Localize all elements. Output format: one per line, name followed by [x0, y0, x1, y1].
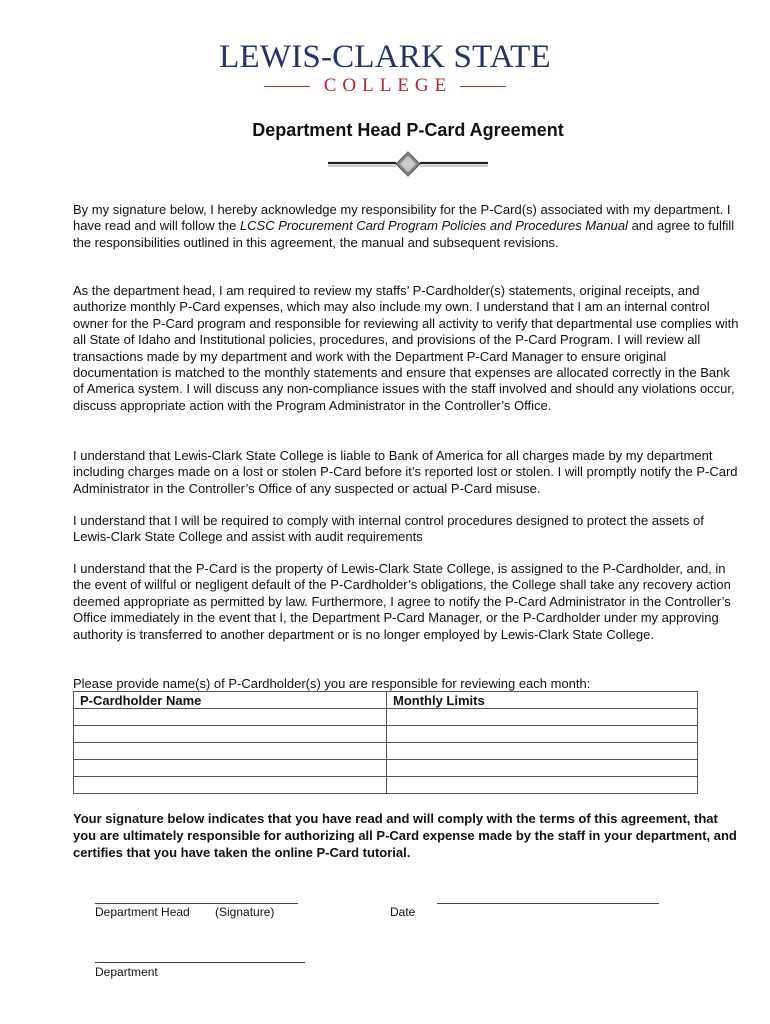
table-header-row [74, 692, 698, 709]
header-cardholder-name: P-Cardholder Name [74, 692, 387, 709]
table-row [74, 760, 698, 777]
manual-title: LCSC Procurement Card Program Policies and Procedures Manual [239, 218, 628, 234]
logo-rule-left [264, 86, 310, 87]
paragraph-internal-control: I understand that I will be required to comply with internal control procedures designed to protect the assets of Lewis-Clark State College and assist with audit requirements [73, 513, 704, 545]
paragraph-cardholder-instructions: Please provide name(s) of P-Cardholder(s) you are responsible for reviewing each month: [73, 676, 591, 691]
signature-statement: Your signature below indicates that you have read and will comply with the terms of this agreement, that you are ultimately responsible for authorizing all P-Card expense made by the staff in your department, and certifies that you have taken the online P-Card tutorial. [73, 811, 737, 860]
monthly-limit-cell[interactable] [387, 777, 698, 794]
cardholder-name-cell[interactable] [74, 777, 387, 794]
table-row [74, 709, 698, 726]
logo-rule-right [460, 86, 506, 87]
monthly-limit-cell[interactable] [387, 709, 698, 726]
divider-ornament-icon [328, 150, 490, 178]
logo-sub-row [0, 74, 770, 98]
logo-sub-text: COLLEGE [323, 75, 453, 96]
cardholder-table [73, 691, 698, 794]
paragraph-1-part-b: and agree to fulfill the responsibilities outlined in this agreement, the manual and subsequent revisions. [73, 218, 735, 250]
paragraph-card-property: I understand that the P-Card is the property of Lewis-Clark State College, is assigned to the P-Cardholder, and, in the event of willful or negligent default of the P-Cardholder’s obligations, the College shall take any recovery action deemed appropriate as permitted by law. Furthermore, I agree to notify the P-Card Administrator in the Controller’s Office immediately in the event that I, the Department P-Card Manager, or the P-Cardholder under my approving authority is transferred to another department or is no longer employed by Lewis-Clark State College. [73, 561, 731, 642]
paragraph-acknowledgement [73, 202, 743, 251]
date-line[interactable] [437, 903, 659, 904]
logo-main-text: LEWIS-CLARK STATE [219, 39, 551, 75]
dept-head-label: Department Head [95, 905, 190, 919]
table-row [74, 726, 698, 743]
dept-head-signature-line[interactable] [95, 903, 298, 904]
cardholder-name-cell[interactable] [74, 760, 387, 777]
header-monthly-limits: Monthly Limits [387, 692, 698, 709]
table-row [74, 777, 698, 794]
college-logo [0, 38, 770, 98]
monthly-limit-cell[interactable] [387, 726, 698, 743]
table-row [74, 743, 698, 760]
paragraph-liability: I understand that Lewis-Clark State College is liable to Bank of America for all charges made by my department including charges made on a lost or stolen P-Card before it’s reported lost or stolen. I will promptly notify the P-Card Administrator in the Controller’s Office of any suspected or actual P-Card misuse. [73, 448, 738, 496]
page-title: Department Head P-Card Agreement [252, 120, 564, 140]
signature-label: (Signature) [215, 905, 275, 919]
monthly-limit-cell[interactable] [387, 760, 698, 777]
monthly-limit-cell[interactable] [387, 743, 698, 760]
paragraph-department-head-duties: As the department head, I am required to review my staffs’ P-Cardholder(s) statements, original receipts, and authorize monthly P-Card expenses, which may also include my own. I understand that I am an internal control owner for the P-Card program and responsible for reviewing all activity to verify that departmental use complies with all State of Idaho and Institutional policies, procedures, and provisions of the P-Card Program. I will review all transactions made by my department and work with the Department P-Card Manager to ensure original documentation is matched to the monthly statements and ensure that expenses are allocated correctly in the Bank of America system. I will discuss any non-compliance issues with the staff involved and should any violations occur, discuss appropriate action with the Program Administrator in the Controller’s Office. [73, 283, 739, 413]
cardholder-name-cell[interactable] [74, 709, 387, 726]
department-label: Department [95, 965, 158, 979]
cardholder-name-cell[interactable] [74, 726, 387, 743]
paragraph-1-part-a: By my signature below, I hereby acknowledge my responsibility for the P-Card(s) associated with my department. I have read and will follow the [73, 202, 731, 234]
department-line[interactable] [95, 962, 305, 963]
cardholder-name-cell[interactable] [74, 743, 387, 760]
date-label: Date [390, 905, 416, 919]
